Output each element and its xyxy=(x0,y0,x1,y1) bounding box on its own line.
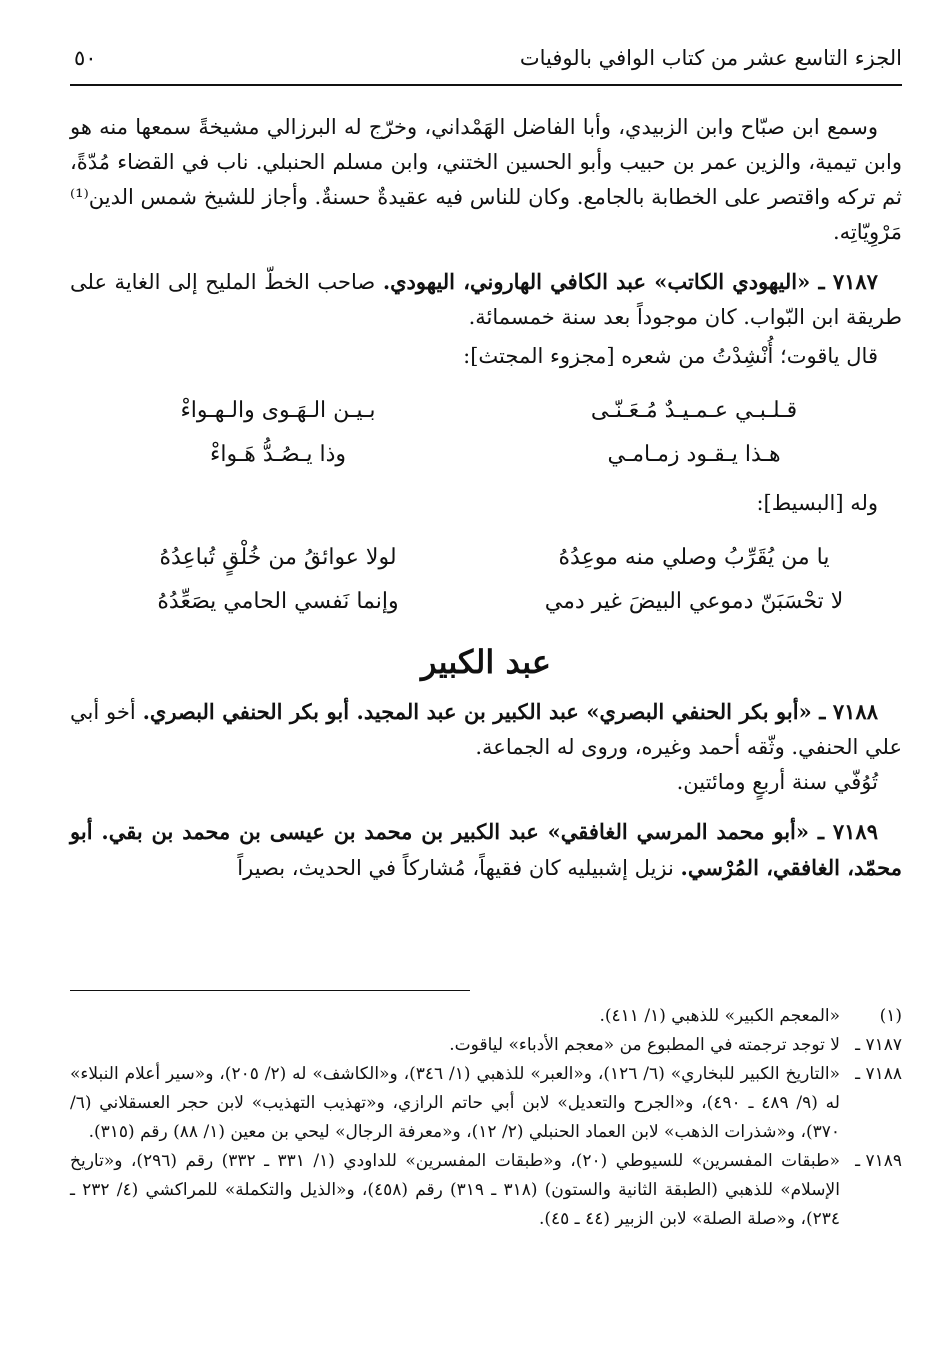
verse-second-hemistich: وإنما نَفسي الحامي يصَعِّدُهُ xyxy=(157,588,399,614)
entry-7187-heading: ٧١٨٧ ـ «اليهودي الكاتب» عبد الكافي الهاروني، اليهودي. xyxy=(382,269,878,294)
footnotes xyxy=(70,1002,902,1234)
main-text xyxy=(70,110,902,886)
running-title: الجزء التاسع عشر من كتاب الوافي بالوفيات xyxy=(519,46,902,70)
entry-7189-text: نزيل إشبيليه كان فقيهاً، مُشاركاً في الحديث، بصيراً xyxy=(237,856,674,880)
poem-verse xyxy=(70,579,902,623)
verse-second-hemistich: وذا يـصُـدُّ هَـواءْ xyxy=(209,441,347,467)
poem1-intro: قال ياقوت؛ أُنْشِدْتُ من شعره [مجزوء المجتث]: xyxy=(463,344,878,368)
verse-second-hemistich: لولا عوائقُ من خُلْقٍ تُباعِدُهُ xyxy=(159,544,397,570)
entry-7187-text: صاحب الخطّ المليح إلى الغاية على طريقة ابن البّواب. كان موجوداً بعد سنة خمسمائة. xyxy=(70,270,902,329)
footnote-label: ٧١٨٩ ـ xyxy=(855,1151,902,1171)
verse-second-hemistich: بـيـن الـهَـوى والـهـواءْ xyxy=(180,397,376,423)
footnote-text: «طبقات المفسرين» للسيوطي (٢٠)، و«طبقات المفسرين» للداودي (١/ ٣٣١ ـ ٣٣٢) رقم (٢٩٦)، و«تاريخ الإسلام» للذهبي (الطبقة الثانية والستون) (٣١٨ ـ ٣١٩) رقم (٤٥٨)، و«الذيل والتكملة» للمراكشي (٤/ ٢٣٢ ـ ٢٣٤)، و«صلة الصلة» لابن الزبير (٤٤ ـ ٤٥). xyxy=(70,1151,840,1229)
footnote xyxy=(70,1002,902,1031)
entry-7188-text: أخو أبي علي الحنفي. وثّقه أحمد وغيره، وروى له الجماعة. xyxy=(70,700,902,759)
footnote-label: ٧١٨٧ ـ xyxy=(855,1035,902,1055)
footnote-label: (١) xyxy=(879,1006,902,1026)
footnote-text: «المعجم الكبير» للذهبي (١/ ٤١١). xyxy=(599,1006,840,1026)
verse-first-hemistich: هـذا يـقـود زمـامـي xyxy=(607,441,781,467)
verse-first-hemistich: قـلـبـي عـمـيـدٌ مُـعَـنّـى xyxy=(590,397,798,423)
poem-verse xyxy=(70,535,902,579)
footnote xyxy=(70,1060,902,1147)
poem2-intro: وله [البسيط]: xyxy=(756,491,878,515)
page-number: ٥٠ xyxy=(74,46,97,70)
entry-7188-death: تُوُفّي سنة أربعٍ ومائتين. xyxy=(676,770,878,794)
entry-7187 xyxy=(70,264,902,335)
footnote xyxy=(70,1031,902,1060)
book-page xyxy=(70,0,902,1372)
page-header xyxy=(70,40,902,86)
entry-7188-heading: ٧١٨٨ ـ «أبو بكر الحنفي البصري» عبد الكبير بن عبد المجيد. أبو بكر الحنفي البصري. xyxy=(142,699,878,724)
entry-7189 xyxy=(70,814,902,886)
verse-first-hemistich: لا تحْسَبَنّ دموعي البيضَ غير دمي xyxy=(544,588,844,614)
entry-7189-heading: ٧١٨٩ ـ «أبو محمد المرسي الغافقي» عبد الكبير بن محمد بن عيسى بن محمد بن بقي. أبو محمّد، الغافقي، المُرْسي. xyxy=(70,819,902,880)
poem-1 xyxy=(70,388,902,476)
footnote-divider xyxy=(70,990,470,991)
footnote-text: «التاريخ الكبير للبخاري» (٦/ ١٢٦)، و«العبر» للذهبي (١/ ٣٤٦)، و«الكاشف» له (٢/ ٢٠٥)، و«سير أعلام النبلاء» له (٩/ ٤٨٩ ـ ٤٩٠)، و«الجرح والتعديل» لابن أبي حاتم الرازي، و«تهذيب التهذيب» لابن حجر العسقلاني (٦/ ٣٧٠)، و«شذرات الذهب» لابن العماد الحنبلي (٢/ ١٢)، و«معرفة الرجال» ليحي بن معين (١/ ٨٨) رقم (٣١٥). xyxy=(70,1064,840,1142)
verse-first-hemistich: يا من يُقَرِّبُ وصلي منه موعِدُهُ xyxy=(558,544,830,570)
footnote xyxy=(70,1147,902,1234)
poem-2 xyxy=(70,535,902,623)
footnote-text: لا توجد ترجمته في المطبوع من «معجم الأدباء» لياقوت. xyxy=(449,1035,840,1055)
footnote-label: ٧١٨٨ ـ xyxy=(855,1064,902,1084)
entry-7188 xyxy=(70,694,902,765)
poem-verse xyxy=(70,432,902,476)
opening-paragraph: وسمع ابن صبّاح وابن الزبيدي، وأبا الفاضل الهَمْداني، وخرّج له البرزالي مشيخةً سمعها منه هو وابن تيمية، والزين عمر بن حبيب وأبو الحسين الختني، وابن مسلم الحنبلي. ناب في القضاء مُدّةً، ثم تركه واقتصر على الخطابة بالجامع. وكان للناس فيه عقيدةٌ حسنةٌ. وأجاز للشيخ شمس الدين⁽¹⁾ مَرْوِيّاتِه. xyxy=(70,115,902,244)
section-title: عبد الكبير xyxy=(421,643,551,681)
poem-verse xyxy=(70,388,902,432)
